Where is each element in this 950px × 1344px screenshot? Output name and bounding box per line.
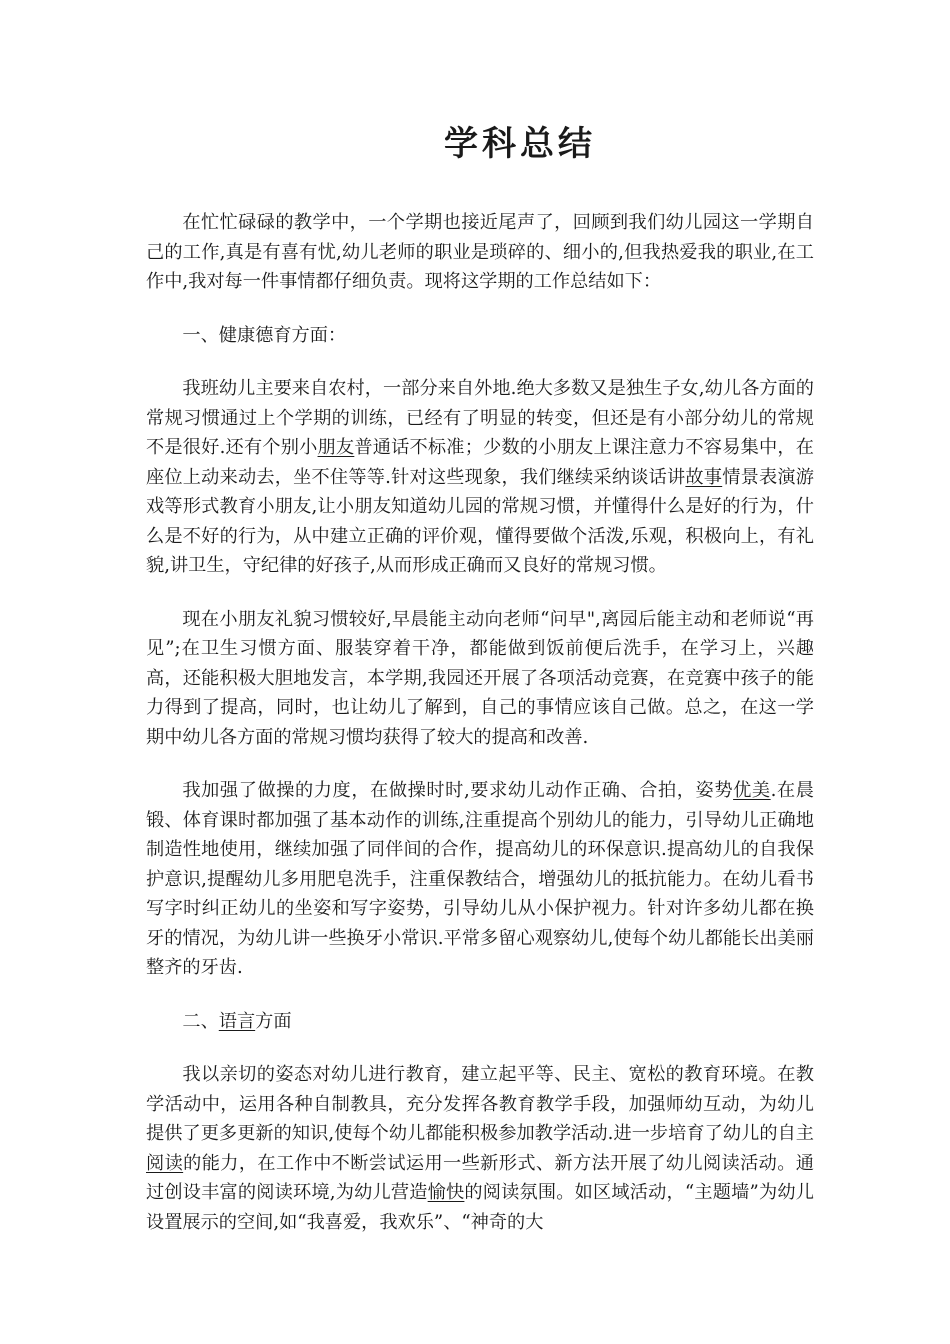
link-friends[interactable]: 朋友: [317, 437, 355, 458]
section-heading-health: 一、健康德育方面：: [182, 324, 347, 346]
link-happy[interactable]: 愉快: [427, 1182, 465, 1203]
document-title: 学科总结: [444, 124, 596, 164]
paragraph-text: .在晨锻、体育课时都加强了基本动作的训练,注重提高个别幼儿的能力，引导幼儿正确地制造性地使用，继续加强了同伴间的合作，提高幼儿的环保意识.提高幼儿的自我保护意识,提醒幼儿多用肥皂洗手，注重保教结合，增强幼儿的抵抗能力。在幼儿看书写字时纠正幼儿的坐姿和写字姿势，引导幼儿从小保护视力。针对许多幼儿都在换牙的情况，为幼儿讲一些换牙小常识.平常多留心观察幼儿,使每个幼儿都能长出美丽整齐的牙齿.: [146, 780, 814, 978]
paragraph-text: 我班幼儿主要来自农村，一部分来自外地.绝大多数又是独生子女,幼儿各方面的常规习惯通过上个学期的训练，已经有了明显的转变，但还是有小部分幼儿的常规不是很好.还有个别小: [146, 378, 814, 458]
paragraph-text: 普通话不标准；少数的小朋友上课注意力不容易集中，在座位上动来动去，坐不住等等.针对这些现象，我们继续采纳谈话讲: [146, 437, 814, 488]
paragraph-text: 的阅读氛围。如区域活动，“主题墙”为幼儿设置展示的空间,如“我喜爱，我欢乐”、“神奇的大: [146, 1182, 814, 1233]
document-page: [146, 118, 814, 1261]
link-story[interactable]: 故事: [685, 466, 723, 488]
paragraph-text: 的能力，在工作中不断尝试运用一些新形式、新方法开展了幼儿阅读活动。通过创设丰富的阅读环境,为幼儿营造: [146, 1152, 814, 1203]
paragraph-text: 我以亲切的姿态对幼儿进行教育，建立起平等、民主、宽松的教育环境。在教学活动中，运用各种自制教具，充分发挥各教育教学手段，加强师幼互动，为幼儿提供了更多更新的知识,使每个幼儿都能积极参加教学活动.进一步培育了幼儿的自主: [146, 1064, 814, 1144]
heading-text: 方面: [255, 1010, 292, 1032]
link-language[interactable]: 语言: [218, 1010, 256, 1032]
link-reading[interactable]: 阅读: [146, 1152, 184, 1174]
paragraph-reading: [146, 1060, 814, 1237]
heading-text: 二、: [182, 1010, 219, 1032]
link-graceful[interactable]: 优美: [733, 780, 771, 801]
intro-paragraph: 在忙忙碌碌的教学中，一个学期也接近尾声了，回顾到我们幼儿园这一学期自己的工作,真是有喜有忧,幼儿老师的职业是琐碎的、细小的,但我热爱我的职业,在工作中,我对每一件事情都仔细负责。现将这学期的工作总结如下：: [146, 212, 814, 292]
paragraph-routine-habits: [146, 374, 814, 581]
paragraph-manners: 现在小朋友礼貌习惯较好,早晨能主动向老师“问早",离园后能主动和老师说“再见”;在卫生习惯方面、服装穿着干净，都能做到饭前便后洗手，在学习上，兴趣高，还能积极大胆地发言，本学期,我园还开展了各项活动竞赛，在竞赛中孩子的能力得到了提高，同时，也让幼儿了解到，自己的事情应该自己做。总之，在这一学期中幼儿各方面的常规习惯均获得了较大的提高和改善.: [146, 608, 814, 748]
section-heading-language: [146, 1007, 814, 1037]
paragraph-text: 情景表演游戏等形式教育小朋友,让小朋友知道幼儿园的常规习惯，并懂得什么是好的行为，什么是不好的行为，从中建立正确的评价观，懂得要做个活泼,乐观，积极向上，有礼貌,讲卫生，守纪律的好孩子,从而形成正确而又良好的常规习惯。: [146, 466, 814, 576]
paragraph-text: 我加强了做操的力度，在做操时时,要求幼儿动作正确、合拍，姿势: [182, 780, 734, 801]
paragraph-exercise: [146, 776, 814, 983]
